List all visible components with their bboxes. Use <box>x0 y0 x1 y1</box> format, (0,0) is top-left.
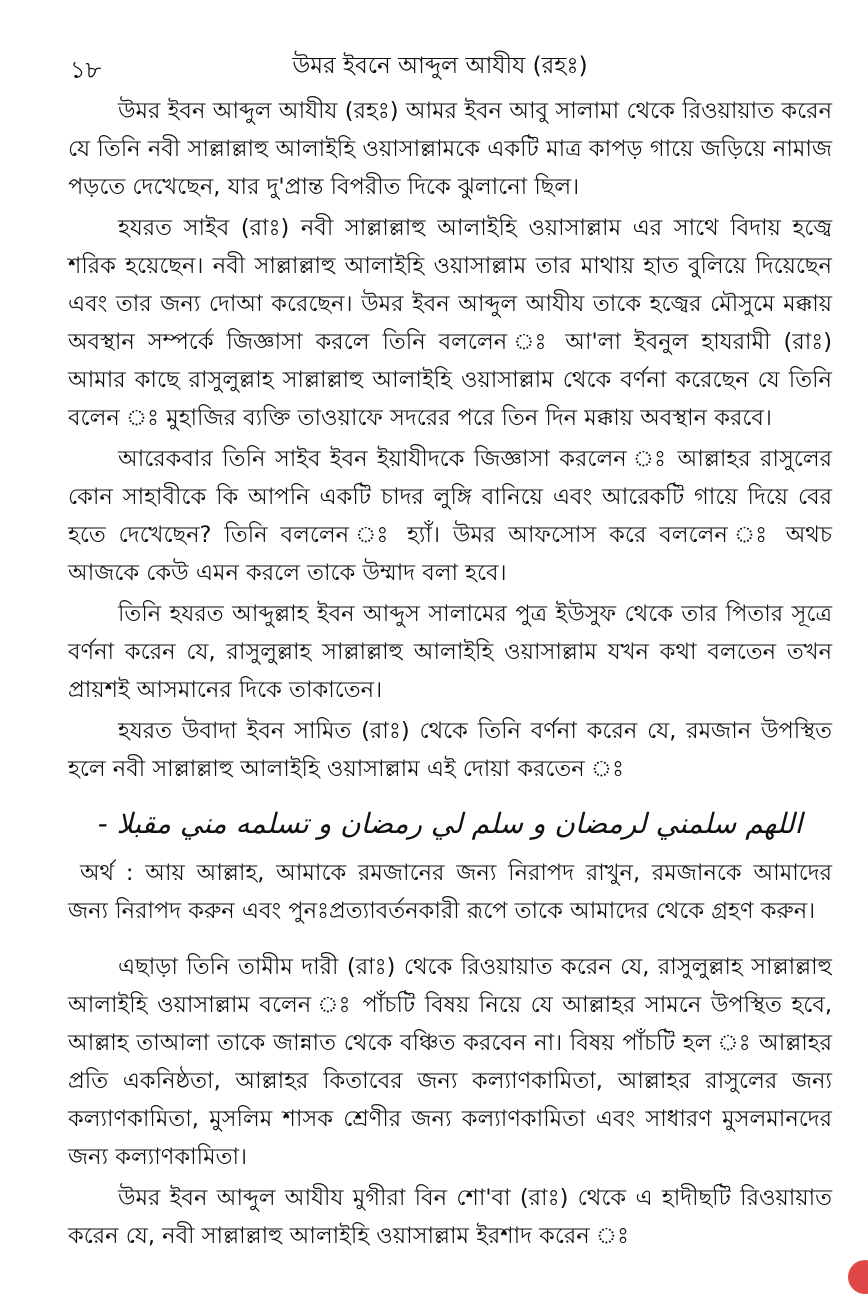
page-header <box>70 46 810 86</box>
page-number: ১৮ <box>70 56 102 84</box>
dua-meaning: অর্থ : আয় আল্লাহ, আমাকে রমজানের জন্য নিরাপদ রাখুন, রমজানকে আমাদের জন্য নিরাপদ করুন এবং পুনঃপ্রত্যাবর্তনকারী রূপে তাকে আমাদের থেকে গ্রহণ করুন। <box>68 860 832 924</box>
page-body <box>68 92 832 1258</box>
running-title: উমর ইবনে আব্দুল আযীয (রহঃ) <box>292 52 588 79</box>
paragraph: হযরত সাইব (রাঃ) নবী সাল্লাল্লাহু আলাইহি ওয়াসাল্লাম এর সাথে বিদায় হজ্বে শরিক হয়েছেন। নবী সাল্লাল্লাহু আলাইহি ওয়াসাল্লাম তার মাথায় হাত বুলিয়ে দিয়েছেন এবং তার জন্য দোআ করেছেন। উমর ইবন আব্দুল আযীয তাকে হজ্বের মৌসুমে মক্কায় অবস্থান সম্পর্কে জিজ্ঞাসা করলে তিনি বললেন ঃ আ'লা ইবনুল হাযরামী (রাঃ) আমার কাছে রাসুলুল্লাহ সাল্লাল্লাহু আলাইহি ওয়াসাল্লাম থেকে বর্ণনা করেছেন যে তিনি বলেন ঃ মুহাজির ব্যক্তি তাওয়াফে সদরের পরে তিন দিন মক্কায় অবস্থান করবে। <box>68 215 832 431</box>
corner-mark <box>848 1260 868 1294</box>
paragraph: এছাড়া তিনি তামীম দারী (রাঃ) থেকে রিওয়ায়াত করেন যে, রাসুলুল্লাহ সাল্লাল্লাহু আলাইহি ওয়াসাল্লাম বলেন ঃ পাঁচটি বিষয় নিয়ে যে আল্লাহর সামনে উপস্থিত হবে, আল্লাহ তাআলা তাকে জান্নাত থেকে বঞ্চিত করবেন না। বিষয় পাঁচটি হল ঃ আল্লাহর প্রতি একনিষ্ঠতা, আল্লাহর কিতাবের জন্য কল্যাণকামিতা, আল্লাহর রাসুলের জন্য কল্যাণকামিতা, মুসলিম শাসক শ্রেণীর জন্য কল্যাণকামিতা এবং সাধারণ মুসলমানদের জন্য কল্যাণকামিতা। <box>68 954 832 1170</box>
paragraph: উমর ইবন আব্দুল আযীয মুগীরা বিন শো'বা (রাঃ) থেকে এ হাদীছটি রিওয়ায়াত করেন যে, নবী সাল্লাল্লাহু আলাইহি ওয়াসাল্লাম ইরশাদ করেন ঃ <box>68 1185 832 1249</box>
paragraph: আরেকবার তিনি সাইব ইবন ইয়াযীদকে জিজ্ঞাসা করলেন ঃ আল্লাহর রাসুলের কোন সাহাবীকে কি আপনি একটি চাদর লুঙ্গি বানিয়ে এবং আরেকটি গায়ে দিয়ে বের হতে দেখেছেন? তিনি বললেন ঃ হ্যাঁ। উমর আফসোস করে বললেন ঃ অথচ আজকে কেউ এমন করলে তাকে উম্মাদ বলা হবে। <box>68 446 832 586</box>
paragraph: হযরত উবাদা ইবন সামিত (রাঃ) থেকে তিনি বর্ণনা করেন যে, রমজান উপস্থিত হলে নবী সাল্লাল্লাহু আলাইহি ওয়াসাল্লাম এই দোয়া করতেন ঃ <box>68 718 832 782</box>
paragraph: উমর ইবন আব্দুল আযীয (রহঃ) আমর ইবন আবু সালামা থেকে রিওয়ায়াত করেন যে তিনি নবী সাল্লাল্লাহু আলাইহি ওয়াসাল্লামকে একটি মাত্র কাপড় গায়ে জড়িয়ে নামাজ পড়তে দেখেছেন, যার দু'প্রান্ত বিপরীত দিকে ঝুলানো ছিল। <box>68 98 832 200</box>
paragraph: তিনি হযরত আব্দুল্লাহ ইবন আব্দুস সালামের পুত্র ইউসুফ থেকে তার পিতার সূত্রে বর্ণনা করেন যে, রাসুলুল্লাহ সাল্লাল্লাহু আলাইহি ওয়াসাল্লাম যখন কথা বলতেন তখন প্রায়শই আসমানের দিকে তাকাতেন। <box>68 601 832 703</box>
arabic-dua: اللهم سلمني لرمضان و سلم لي رمضان و تسلمه مني مقبلا - <box>97 807 803 840</box>
